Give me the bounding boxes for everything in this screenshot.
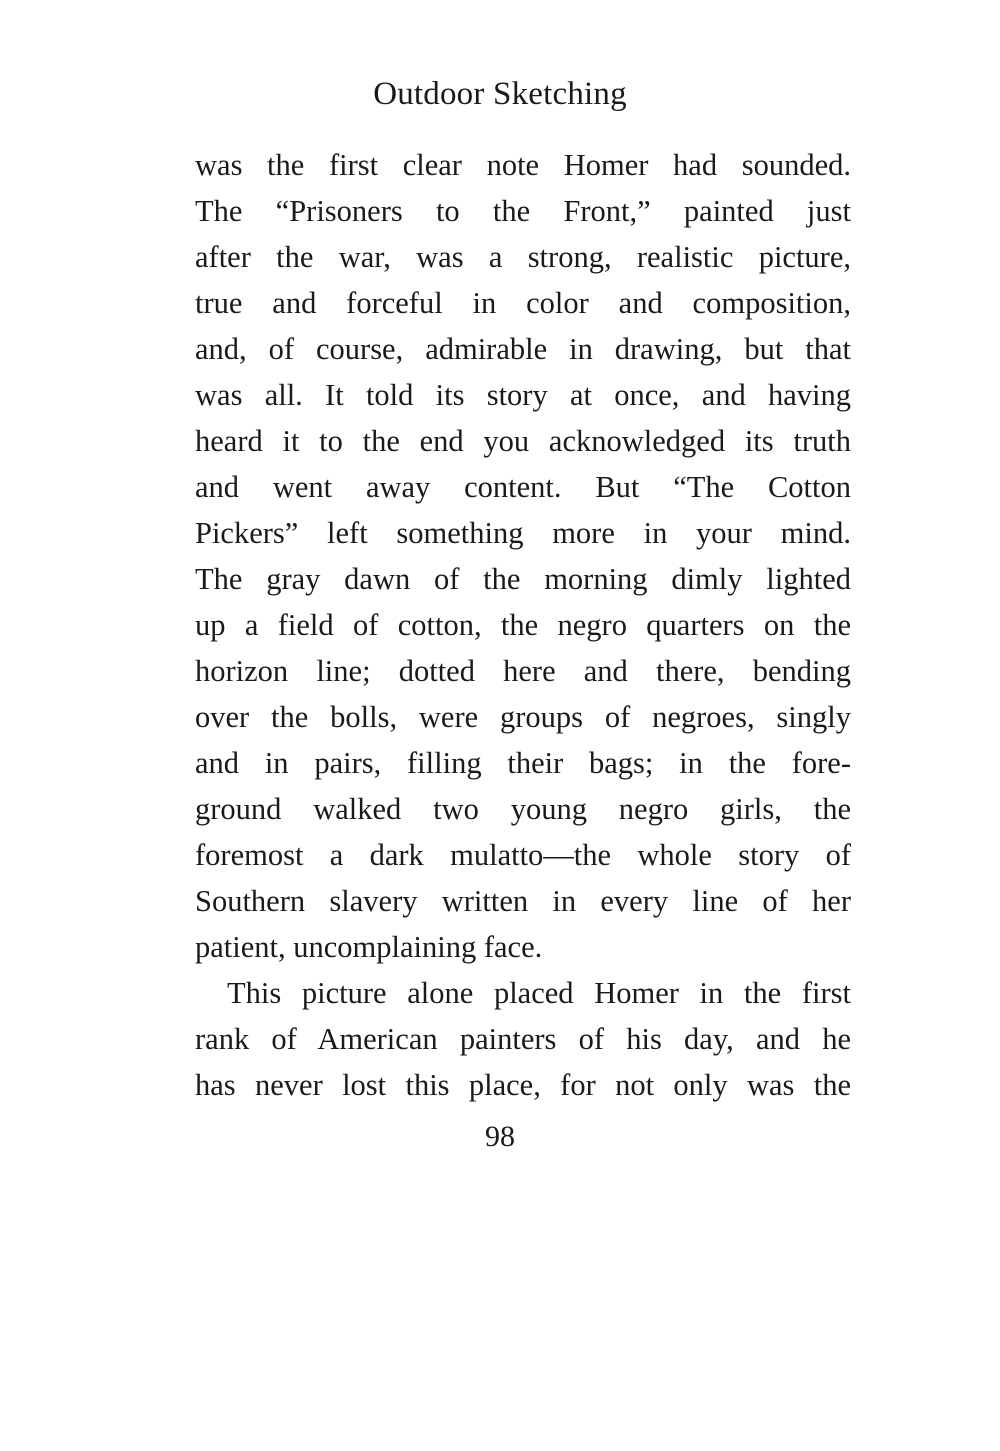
- text-line: up a field of cotton, the negro quarters on the: [195, 608, 851, 642]
- paragraph-2: [195, 970, 851, 1108]
- body-text: [195, 142, 851, 1108]
- text-line: The “Prisoners to the Front,” painted just: [195, 194, 851, 228]
- text-line: over the bolls, were groups of negroes, singly: [195, 700, 851, 734]
- text-line: true and forceful in color and composition,: [195, 286, 851, 320]
- text-line: The gray dawn of the morning dimly lighted: [195, 562, 851, 596]
- text-line: rank of American painters of his day, and he: [195, 1022, 851, 1056]
- text-line: patient, uncomplaining face.: [195, 930, 543, 964]
- text-line: Pickers” left something more in your mind.: [195, 516, 851, 550]
- text-line: was all. It told its story at once, and having: [195, 378, 851, 412]
- text-line: and in pairs, filling their bags; in the fore-: [195, 746, 851, 780]
- paragraph-1: [195, 142, 851, 970]
- running-head: Outdoor Sketching: [373, 76, 627, 112]
- text-line: after the war, was a strong, realistic picture,: [195, 240, 851, 274]
- text-line: was the first clear note Homer had sounded.: [195, 148, 851, 182]
- text-line: has never lost this place, for not only was the: [195, 1068, 851, 1102]
- text-line: foremost a dark mulatto—the whole story of: [195, 838, 851, 872]
- text-line: horizon line; dotted here and there, bending: [195, 654, 851, 688]
- page-number: 98: [485, 1120, 515, 1153]
- text-line: heard it to the end you acknowledged its truth: [195, 424, 851, 458]
- text-line: Southern slavery written in every line of her: [195, 884, 851, 918]
- text-line: This picture alone placed Homer in the first: [227, 976, 851, 1010]
- text-line: ground walked two young negro girls, the: [195, 792, 851, 826]
- text-line: and, of course, admirable in drawing, but that: [195, 332, 851, 366]
- text-line: and went away content. But “The Cotton: [195, 470, 851, 504]
